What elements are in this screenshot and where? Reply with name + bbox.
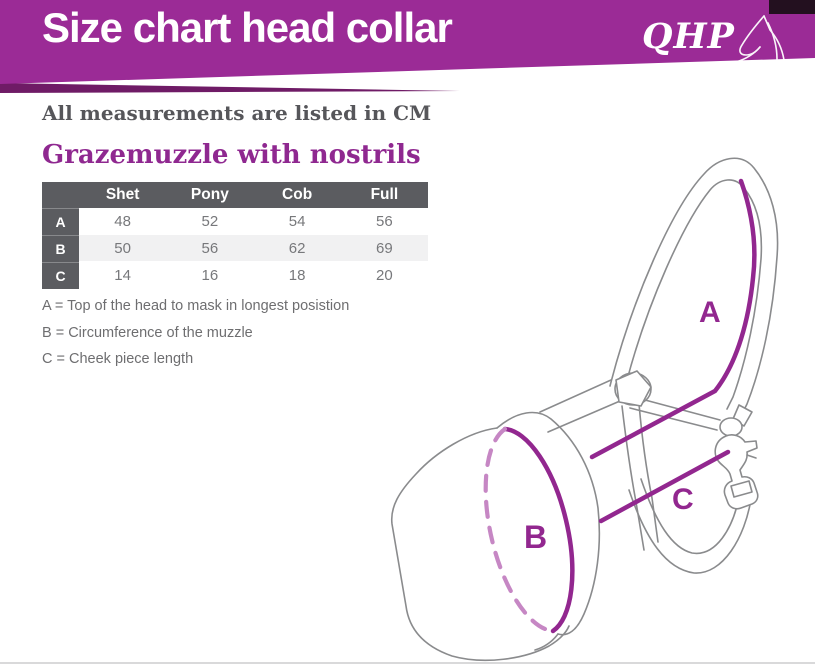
table-value: 48 — [114, 212, 131, 230]
table-value: 50 — [79, 235, 166, 261]
cheek-strap-edge — [548, 401, 620, 432]
table-value: 62 — [254, 235, 341, 261]
table-value: 54 — [288, 212, 306, 230]
table-value: 20 — [376, 266, 393, 284]
measurement-line-a — [592, 181, 754, 457]
column-header: Cob — [254, 182, 341, 208]
snap-hook-icon — [715, 435, 758, 509]
buckle-ring — [720, 418, 742, 436]
row-label: A — [42, 208, 79, 235]
column-header: Pony — [166, 182, 253, 208]
measurement-legend — [42, 293, 349, 373]
section-title: Grazemuzzle with nostrils — [42, 140, 421, 170]
corner-box — [769, 0, 815, 14]
column-header: Full — [341, 182, 428, 208]
snap-hook-notch — [747, 455, 756, 458]
table-value: 18 — [288, 266, 306, 284]
noseband-edge — [634, 397, 720, 420]
table-value: 14 — [114, 266, 131, 284]
cheek-strap-edge — [540, 380, 611, 412]
table-value: 56 — [376, 212, 393, 230]
measurement-line-c — [601, 452, 728, 521]
table-value: 52 — [201, 212, 219, 230]
row-label: B — [42, 235, 79, 262]
head-strap-inner — [626, 180, 761, 409]
column-header: Shet — [79, 182, 166, 208]
legend-item-b: B = Circumference of the muzzle — [42, 324, 253, 341]
grazing-muzzle-diagram — [385, 155, 815, 667]
table-value: 56 — [166, 235, 253, 261]
table-corner-cell — [42, 182, 79, 208]
diagram-label-c: C — [672, 483, 694, 516]
row-label: C — [42, 262, 79, 289]
table-value: 69 — [341, 235, 428, 261]
muzzle-rim-outer — [497, 413, 599, 635]
legend-item-a: A = Top of the head to mask in longest posistion — [42, 298, 350, 314]
horse-head-icon — [702, 10, 815, 68]
banner-shadow — [0, 83, 460, 93]
diagram-label-b: B — [524, 519, 548, 555]
brand-logo — [642, 10, 792, 68]
page-title: Size chart head collar — [42, 4, 452, 51]
size-table — [42, 182, 428, 289]
diagram-label-a: A — [699, 296, 721, 329]
brand-logo-text: QHP — [642, 16, 735, 57]
measurements-note: All measurements are listed in CM — [42, 101, 432, 125]
bottom-divider — [0, 662, 815, 664]
legend-item-c: C = Cheek piece length — [42, 351, 194, 367]
table-value: 16 — [201, 266, 219, 284]
